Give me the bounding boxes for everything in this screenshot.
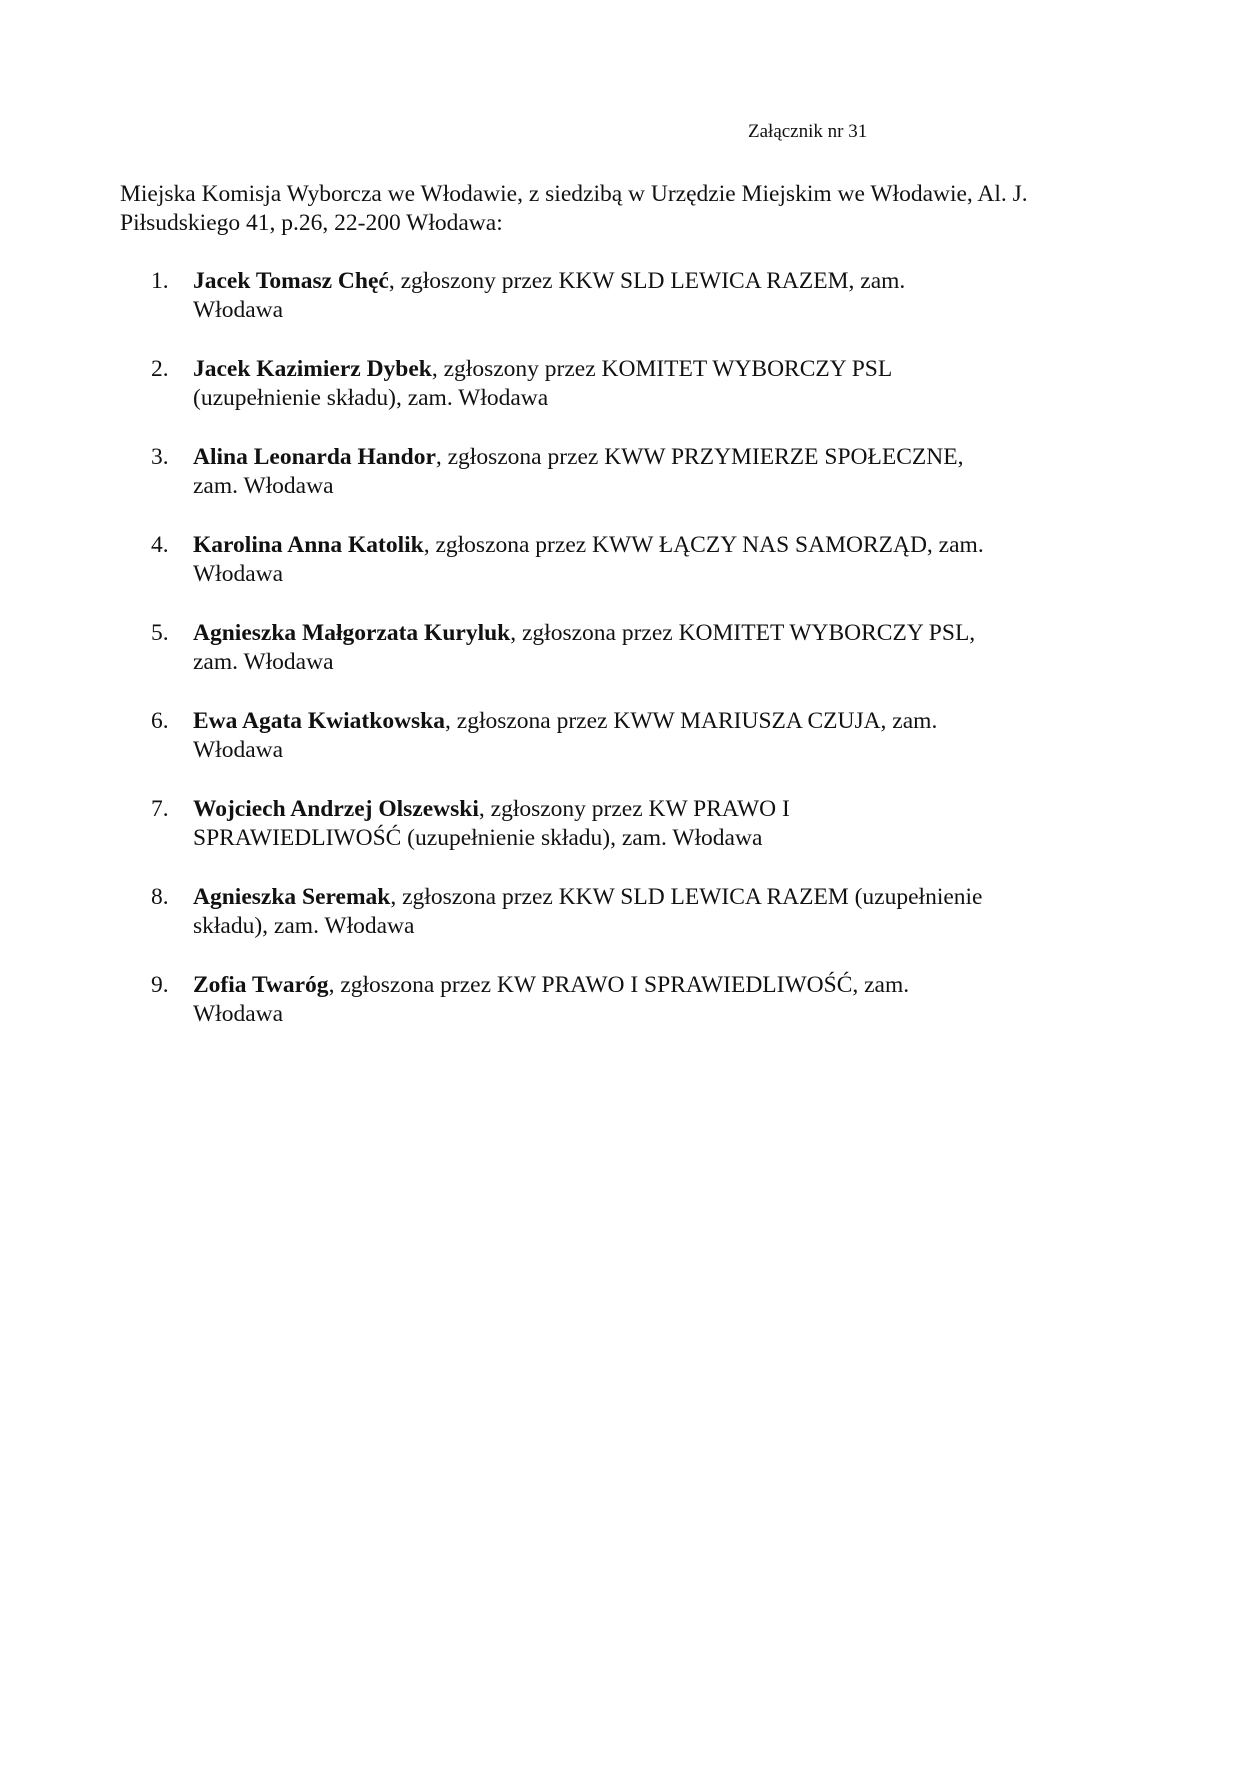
member-details: , zgłoszona przez KWW ŁĄCZY NAS SAMORZĄD, zam. [423,532,984,558]
list-item-line-2: zam. Włodawa [193,473,334,499]
member-name: Agnieszka Seremak [193,884,391,910]
intro-line-2: Piłsudskiego 41, p.26, 22-200 Włodawa: [120,210,503,236]
list-item [120,267,1120,325]
member-name: Jacek Tomasz Chęć [193,268,389,294]
list-item-line-2: zam. Włodawa [193,649,334,675]
member-name: Zofia Twaróg [193,972,329,998]
list-item-line-1 [193,267,1120,296]
list-item-number: 7. [151,796,169,822]
list-item-number: 5. [151,620,169,646]
member-details: , zgłoszona przez KW PRAWO I SPRAWIEDLIWOŚĆ, zam. [328,972,910,998]
member-details: , zgłoszona przez KKW SLD LEWICA RAZEM (uzupełnienie [390,884,983,910]
member-details: , zgłoszony przez KKW SLD LEWICA RAZEM, zam. [388,268,906,294]
list-item-line-2: SPRAWIEDLIWOŚĆ (uzupełnienie składu), zam. Włodawa [193,825,763,851]
list-item [120,971,1120,1029]
list-item-line-1 [193,619,1120,648]
member-name: Wojciech Andrzej Olszewski [193,796,479,822]
list-item-number: 3. [151,444,169,470]
list-item-line-2: Włodawa [193,737,284,763]
list-item [120,707,1120,765]
member-name: Jacek Kazimierz Dybek [193,356,432,382]
list-item-line-2: Włodawa [193,297,284,323]
list-item-line-1 [193,795,1120,824]
member-details: , zgłoszona przez KOMITET WYBORCZY PSL, [510,620,976,646]
list-item [120,619,1120,677]
list-item [120,883,1120,941]
intro-paragraph [120,180,1120,238]
list-item-number: 6. [151,708,169,734]
member-name: Ewa Agata Kwiatkowska [193,708,446,734]
list-item-line-2: (uzupełnienie składu), zam. Włodawa [193,385,549,411]
list-item-line-2: składu), zam. Włodawa [193,913,415,939]
list-item-line-1 [193,531,1120,560]
list-item-line-2: Włodawa [193,1001,284,1027]
list-item-number: 9. [151,972,169,998]
member-details: , zgłoszony przez KOMITET WYBORCZY PSL [431,356,893,382]
list-item-number: 8. [151,884,169,910]
list-item-number: 2. [151,356,169,382]
list-item-line-1 [193,883,1120,912]
list-item [120,795,1120,853]
list-item-number: 4. [151,532,169,558]
list-item-line-1 [193,971,1120,1000]
list-item-line-1 [193,443,1120,472]
list-item [120,443,1120,501]
list-item-number: 1. [151,268,169,294]
member-details: , zgłoszony przez KW PRAWO I [478,796,790,822]
list-item-line-1 [193,355,1120,384]
list-item-line-2: Włodawa [193,561,284,587]
intro-line-1: Miejska Komisja Wyborcza we Włodawie, z siedzibą w Urzędzie Miejskim we Włodawie, Al. J. [120,181,1028,207]
member-name: Karolina Anna Katolik [193,532,424,558]
member-name: Alina Leonarda Handor [193,444,436,470]
list-item [120,531,1120,589]
member-details: , zgłoszona przez KWW MARIUSZA CZUJA, zam. [445,708,938,734]
member-details: , zgłoszona przez KWW PRZYMIERZE SPOŁECZNE, [435,444,964,470]
member-list [120,267,1120,1059]
annex-label: Załącznik nr 31 [748,121,868,142]
list-item [120,355,1120,413]
member-name: Agnieszka Małgorzata Kuryluk [193,620,511,646]
list-item-line-1 [193,707,1120,736]
